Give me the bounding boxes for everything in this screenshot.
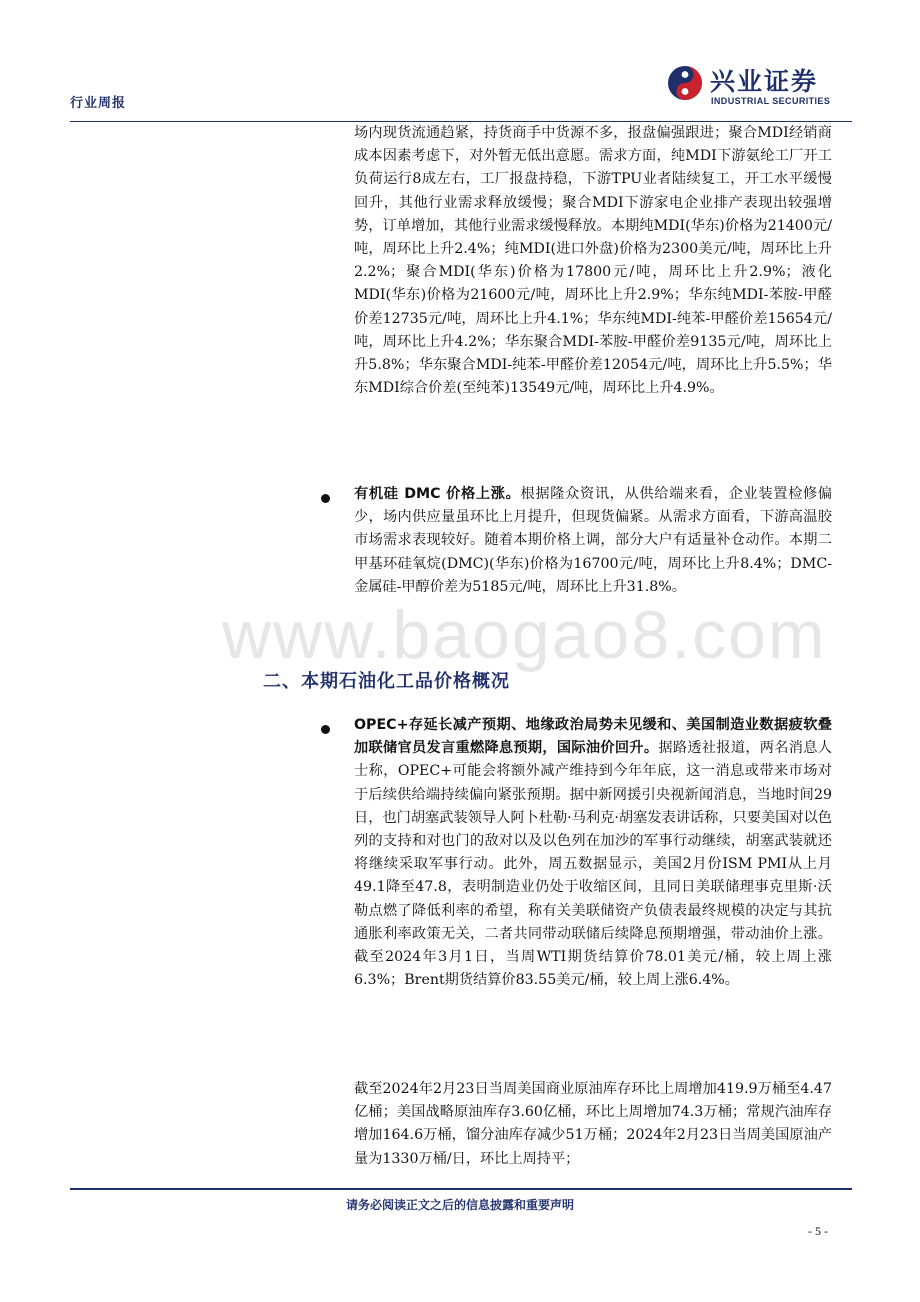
page-number: - 5 -: [808, 1224, 828, 1238]
opec-text: 据路透社报道，两名消息人士称，OPEC+可能会将额外减产维持到今年年底，这一消息或带来市场对于后续供给端持续偏向紧张预期。据中新网援引央视新闻消息，当地时间29日，也门胡塞武装领导人阿卜杜勒·马利克·胡塞发表讲话称，只要美国对以色列的支持和对也门的敌对以及以色列在加沙的军事行动继续，胡塞武装就还将继续采取军事行动。此外，周五数据显示，美国2月份ISM PMI从上月49.1降至47.8，表明制造业仍处于收缩区间，且同日美联储理事克里斯·沃勒点燃了降低利率的希望，称有关美联储资产负债表最终规模的决定与其抗通胀利率政策无关，二者共同带动联储后续降息预期增强，带动油价上涨。截至2024年3月1日，当周WTI期货结算价78.01美元/桶，较上周上涨6.3%；Brent期货结算价83.55美元/桶，较上周上涨6.4%。: [354, 740, 832, 989]
footer-divider: [70, 1188, 852, 1190]
footer-disclaimer: 请务必阅读正文之后的信息披露和重要声明: [345, 1198, 574, 1212]
opec-heading: OPEC+存延长减产预期、地缘政治局势未见缓和、美国制造业数据疲软叠加联储官员发言重燃降息预期，国际油价回升。: [354, 717, 832, 757]
logo-english-name: INDUSTRIAL SECURITIES: [711, 96, 831, 106]
dmc-paragraph: [354, 483, 832, 599]
logo-emblem-icon: [666, 64, 704, 102]
dmc-heading: 有机硅 DMC 价格上涨。: [354, 486, 521, 502]
company-logo: [666, 62, 856, 112]
report-type-label: 行业周报: [70, 96, 127, 111]
inventory-paragraph: 截至2024年2月23日当周美国商业原油库存环比上周增加419.9万桶至4.47亿桶；美国战略原油库存3.60亿桶，环比上周增加74.3万桶；常规汽油库存增加164.6万桶，馏分油库存减少51万桶；2024年2月23日当周美国原油产量为1330万桶/日，环比上周持平；: [354, 1081, 832, 1167]
dmc-text: 根据隆众资讯，从供给端来看，企业装置检修偏少，场内供应量虽环比上月提升，但现货偏紧。从需求方面看，下游高温胶市场需求表现较好。随着本期价格上调，部分大户有适量补仓动作。本期二甲基环硅氧烷(DMC)(华东)价格为16700元/吨，周环比上升8.4%；DMC-金属硅-甲醇价差为5185元/吨，周环比上升31.8%。: [354, 486, 832, 595]
opec-paragraph: [354, 714, 832, 992]
mdi-paragraph: 场内现货流通趋紧，持货商手中货源不多，报盘偏强跟进；聚合MDI经销商成本因素考虑下，对外暂无低出意愿。需求方面，纯MDI下游氨纶工厂开工负荷运行8成左右，工厂报盘持稳，下游TPU业者陆续复工，开工水平缓慢回升，其他行业需求释放缓慢；聚合MDI下游家电企业排产表现出较强增势，订单增加，其他行业需求缓慢释放。本期纯MDI(华东)价格为21400元/吨，周环比上升2.4%；纯MDI(进口外盘)价格为2300美元/吨，周环比上升2.2%；聚合MDI(华东)价格为17800元/吨，周环比上升2.9%；液化MDI(华东)价格为21600元/吨，周环比上升2.9%；华东纯MDI-苯胺-甲醛价差12735元/吨，周环比上升4.1%；华东纯MDI-纯苯-甲醛价差15654元/吨，周环比上升4.2%；华东聚合MDI-苯胺-甲醛价差9135元/吨，周环比上升5.8%；华东聚合MDI-纯苯-甲醛价差12054元/吨，周环比上升5.5%；华东MDI综合价差(至纯苯)13549元/吨，周环比上升4.9%。: [354, 125, 832, 397]
watermark: www.baogao8.com: [222, 597, 827, 673]
bullet-opec: [321, 725, 330, 734]
section-title: 二、本期石油化工品价格概况: [263, 671, 510, 692]
bullet-dmc: [321, 494, 330, 503]
logo-chinese-name: 兴业证券: [710, 67, 819, 96]
